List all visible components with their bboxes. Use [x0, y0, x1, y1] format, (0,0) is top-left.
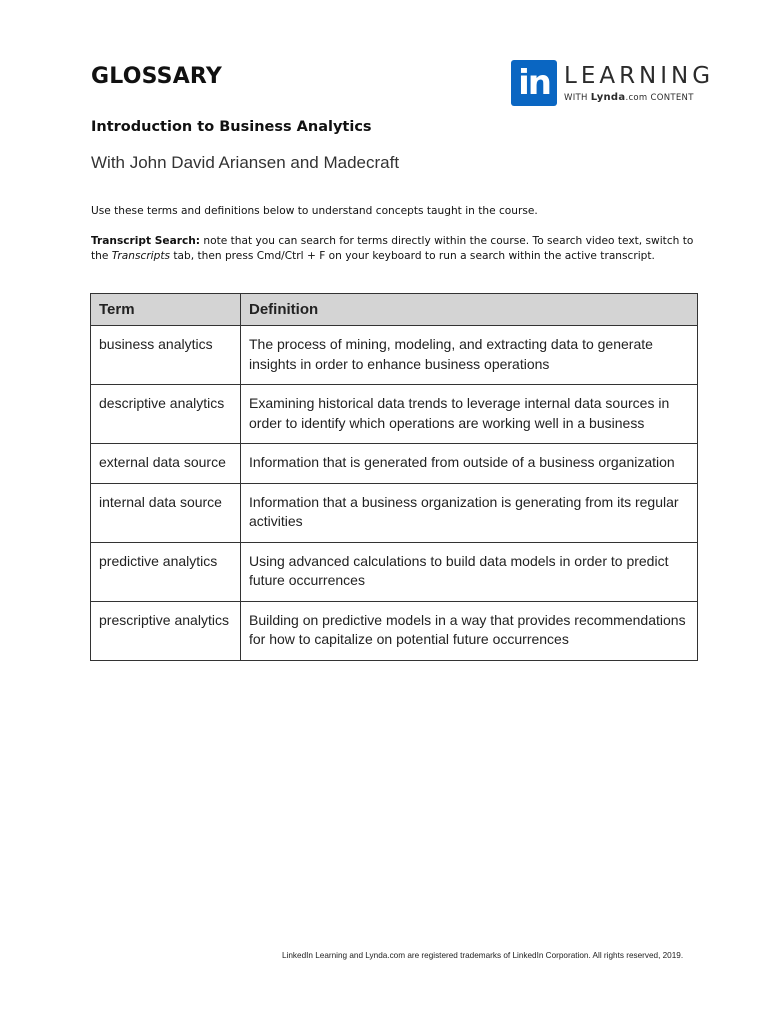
logo-sub-prefix: WITH [564, 92, 591, 103]
term-cell: prescriptive analytics [91, 601, 241, 660]
note-label: Transcript Search: [91, 235, 200, 247]
linkedin-in-icon: in [511, 60, 557, 106]
transcript-search-note [91, 234, 713, 264]
table-row [91, 326, 698, 385]
page-title: GLOSSARY [91, 64, 222, 89]
table-row [91, 444, 698, 484]
logo-word: LEARNING [564, 62, 715, 89]
course-title: Introduction to Business Analytics [91, 119, 372, 135]
footer-copyright: LinkedIn Learning and Lynda.com are registered trademarks of LinkedIn Corporation. All rights reserved, 2019. [282, 951, 684, 960]
definition-cell: Examining historical data trends to leverage internal data sources in order to identify which operations are working well in a business [241, 385, 698, 444]
intro-text: Use these terms and definitions below to understand concepts taught in the course. [91, 205, 538, 217]
definition-cell: Building on predictive models in a way that provides recommendations for how to capitalize on potential future occurrences [241, 601, 698, 660]
note-text-2: tab, then press Cmd/Ctrl + F on your keyboard to run a search within the active transcript. [170, 250, 655, 262]
term-cell: business analytics [91, 326, 241, 385]
definition-cell: Using advanced calculations to build data models in order to predict future occurrences [241, 542, 698, 601]
header-term: Term [91, 294, 241, 326]
table-header-row [91, 294, 698, 326]
course-authors: With John David Ariansen and Madecraft [91, 153, 400, 172]
term-cell: predictive analytics [91, 542, 241, 601]
glossary-table [90, 293, 698, 661]
table-row [91, 601, 698, 660]
logo-sub-brand: Lynda [590, 91, 626, 103]
term-cell: internal data source [91, 483, 241, 542]
note-text-1: note that you can search for terms directly within the course. To search video text, switch to the [91, 235, 694, 262]
definition-cell: Information that is generated from outside of a business organization [241, 444, 698, 484]
logo-text [564, 64, 714, 103]
note-tab-name: Transcripts [111, 250, 171, 262]
definition-cell: The process of mining, modeling, and extracting data to generate insights in order to enhance business operations [241, 326, 698, 385]
table-row [91, 483, 698, 542]
linkedin-learning-logo [511, 60, 714, 106]
logo-subtitle [564, 92, 714, 103]
term-cell: external data source [91, 444, 241, 484]
header-definition: Definition [241, 294, 698, 326]
table-row [91, 542, 698, 601]
logo-sub-suffix: .com CONTENT [625, 92, 694, 103]
term-cell: descriptive analytics [91, 385, 241, 444]
definition-cell: Information that a business organization is generating from its regular activities [241, 483, 698, 542]
table-row [91, 385, 698, 444]
